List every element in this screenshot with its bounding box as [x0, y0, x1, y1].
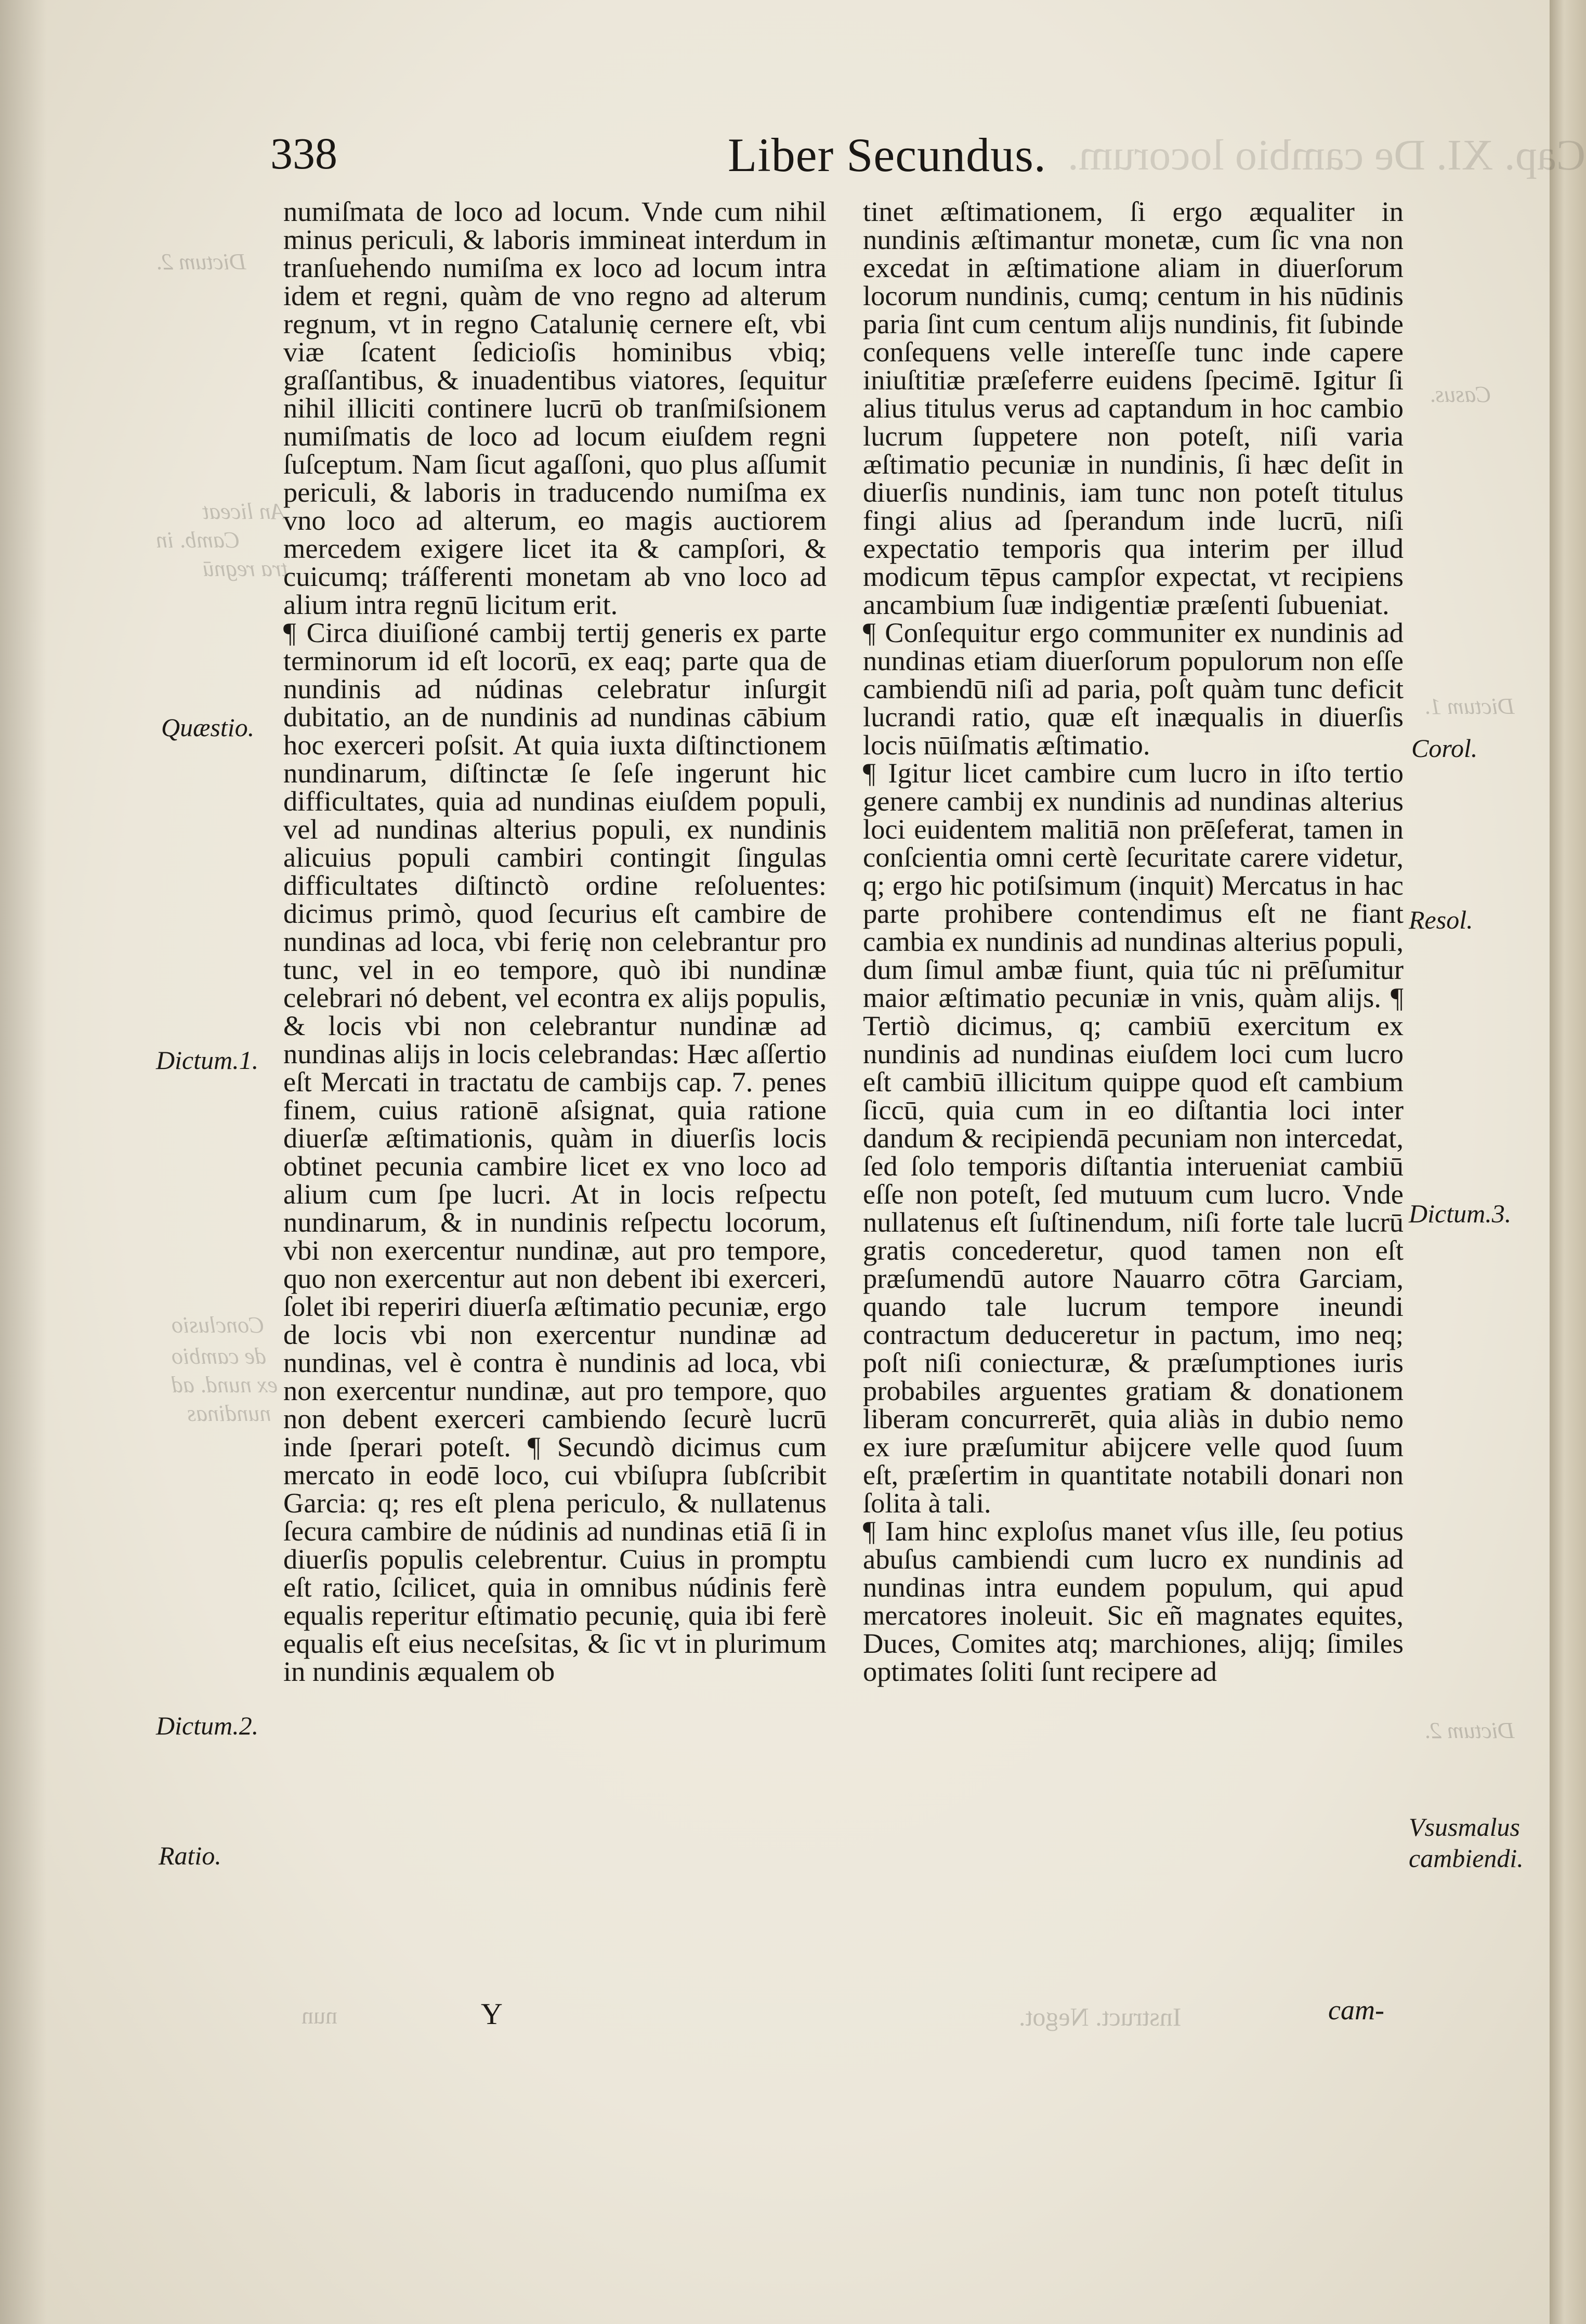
margin-note-dictum-3: Dictum.3.	[1409, 1199, 1512, 1228]
gutter-shadow	[0, 0, 47, 2324]
page-number: 338	[270, 128, 337, 178]
paragraph: numiſmata de loco ad locum. Vnde cum nihil minus periculi, & laboris immineat interdum in tranſuehendo numiſma ex loco ad locum intra idem et regni, quàm de vno regno ad alterum regnum, vt in regno Catalunię cernere eſt, vbi viæ ſcatent ſedicioſis hominibus vbiq; graſſantibus, & inuadentibus viatores, ſequitur nihil illiciti continere lucrū ob tranſmiſsionem numiſmatis de loco ad locum eiuſdem regni ſuſceptum. Nam ſicut agaſſoni, quo plus aſſumit periculi, & laboris in traducendo numiſma ex vno loco ad alterum, eo magis auctiorem mercedem exigere licet ita & campſori, & cuicumq; tráſferenti monetam ab vno loco ad alium intra regnū licitum erit.	[283, 198, 827, 620]
margin-note-corol: Corol.	[1411, 734, 1478, 763]
bleed-margin-note: Camb. in	[156, 527, 240, 553]
bleed-margin-note: Dictum 2.	[1424, 1718, 1515, 1743]
margin-note-resol: Resol.	[1409, 905, 1473, 934]
bleed-margin-note: Conclusio	[172, 1312, 265, 1338]
bleed-margin-note: tra regnū	[203, 556, 288, 581]
text-column-left	[283, 198, 827, 1991]
paragraph: ¶ Iam hinc exploſus manet vſus ille, ſeu potius abuſus cambiendi cum lucro ex nundinis ad nundinas intra eundem populum, qui apud mercatores inoleuit. Sic eñ magnates equites, Duces, Comites atq; marchiones, alijq; ſimiles optimates ſoliti ſunt recipere ad	[863, 1515, 1404, 1687]
margin-note-quaestio: Quæstio.	[161, 713, 255, 742]
bleed-margin-note: de cambio	[172, 1343, 267, 1369]
margin-note-dictum-1: Dictum.1.	[156, 1046, 259, 1075]
bleed-through-foot: Instruct. Negot.	[1019, 2002, 1182, 2031]
bleed-margin-note: nundinas	[187, 1401, 271, 1426]
bleed-margin-note: An liceat	[203, 499, 285, 524]
bleed-margin-note: Dictum 2.	[156, 249, 246, 275]
catchword: cam-	[1328, 1994, 1384, 2026]
text-column-right	[863, 198, 1404, 1991]
bleed-margin-note: Casus.	[1430, 382, 1491, 407]
bleed-through-foot: nun	[302, 2002, 337, 2029]
margin-note-dictum-2: Dictum.2.	[156, 1711, 259, 1740]
bleed-through-running-head: Cap. XI. De cambio locorum.	[1067, 131, 1585, 179]
paragraph: tinet æſtimationem, ſi ergo æqualiter in nundinis æſtimantur monetæ, cum ſic vna non excedat in æſtimatione aliam in diuerſorum locorum nundinis, cumq; centum in his nūdinis paria ſint cum centum alijs nundinis, fit ſubinde conſequens velle intereſſe tunc inde capere iniuſtitiæ præſeferre euidens ſpecimē. Igitur ſi alius titulus verus ad captandum in hoc cambio lucrum ſuppetere non poteſt, niſi varia æſtimatio pecuniæ in nundinis, ſi hæc deſit in diuerſis nundinis, iam tunc non poteſt titulus fingi alius ad ſperandum inde lucrū, niſi expectatio temporis qua interim per illud modicum tēpus campſor expectat, vt recipiens ancambium ſuæ indigentiæ præſenti ſubueniat.	[863, 198, 1404, 620]
bleed-margin-note: ex nund. ad	[172, 1372, 278, 1398]
paragraph: ¶ Conſequitur ergo communiter ex nundinis ad nundinas etiam diuerſorum populorum non eſſe cambiendū niſi ad paria, poſt quàm tunc deficit lucrandi ratio, quæ eſt inæqualis in diuerſis locis nūiſmatis æſtimatio.	[863, 617, 1404, 761]
margin-note-vsus-malus: Vsusmalus	[1409, 1812, 1520, 1842]
margin-note-ratio: Ratio.	[159, 1841, 221, 1870]
running-title: Liber Secundus.	[728, 128, 1046, 181]
paragraph: ¶ Igitur licet cambire cum lucro in iſto tertio genere cambij ex nundinis ad nundinas alterius loci euidentem malitiā non prēſeferat, tamen in conſcientia omni certè ſecuritate carere videtur, q; ergo hic potiſsimum (inquit) Mercatus in hac parte prohibere contendimus eſt ne fiant cambia ex nundinis ad nundinas alterius populi, dum ſimul ambæ fiunt, quia túc ni prēſumitur maior æſtimatio pecuniæ in vnis, quàm alijs. ¶ Tertiò dicimus, q; cambiū exercitum ex nundinis ad nundinas eiuſdem loci cum lucro eſt cambiū illicitum quippe quod eſt cambium ſiccū, quia cum in eo diſtantia loci inter dandum & recipiendā pecuniam non intercedat, ſed ſolo temporis diſtantia interueniat cambiū eſſe non poteſt, ſed mutuum cum lucro. Vnde nullatenus eſt ſuſtinendum, niſi forte tale lucrū gratis concederetur, quod tamen non eſt præſumendū autore Nauarro cōtra Garciam, quando tale lucrum tempore ineundi contractum deduceretur in pactum, imo neq; poſt niſi coniecturæ, & præſumptiones iuris probabiles arguentes gratiam & donationem liberam concurrerēt, quia aliàs in dubio nemo ex iure præſumitur abijcere velle quod ſuum eſt, præſertim in quantitate notabili donari non ſolita à tali.	[863, 757, 1404, 1519]
page-fore-edge	[1550, 0, 1586, 2324]
signature-mark: Y	[481, 1997, 503, 2031]
bleed-margin-note: Dictum 1.	[1424, 694, 1515, 719]
paragraph: ¶ Circa diuiſioné cambij tertij generis ex parte terminorum id eſt locorū, ex eaq; parte qua de nundinis ad núdinas celebratur inſurgit dubitatio, an de nundinis ad nundinas cābium hoc exerceri poſsit. At quia iuxta diſtinctionem nundinarum, diſtinctæ ſe ſeſe ingerunt hic difficultates, quia ad nundinas eiuſdem populi, vel ad nundinas alterius populi, ex nundinis alicuius populi cambiri contingit ſingulas difficultates diſtinctò ordine reſoluentes: dicimus primò, quod ſecurius eſt cambire de nundinas ad loca, vbi ferię non celebrantur pro tunc, vel in eo tempore, quò ibi nundinæ celebrari nó debent, vel econtra ex alijs populis, & locis vbi non celebrantur nundinæ ad nundinas alijs in locis celebrandas: Hæc aſſertio eſt Mercati in tractatu de cambijs cap. 7. penes finem, cuius rationē aſsignat, quia ratione diuerſæ æſtimationis, quàm in diuerſis locis obtinet pecunia cambire licet ex vno loco ad alium cum ſpe lucri. At in locis reſpectu nundinarum, & in nundinis reſpectu locorum, vbi non exercentur nundinæ, aut pro tempore, quo non exercentur aut non debent ibi exerceri, ſolet ibi reperiri diuerſa æſtimatio pecuniæ, ergo de locis vbi non exercentur nundinæ ad nundinas, vel è contra è nundinis ad loca, vbi non exercentur nundinæ, aut pro tempore, quo non debent exerceri cambiendo ſecurè lucrū inde ſperari poteſt. ¶ Secundò dicimus cum mercato in eodē loco, cui vbiſupra ſubſcribit Garcia: q; res eſt plena periculo, & nullatenus ſecura cambire de núdinis ad nundinas etiā ſi in diuerſis populis celebrentur. Cuius in promptu eſt ratio, ſcilicet, quia in omnibus núdinis ferè equalis reperitur eſtimatio pecunię, quia ibi ferè equalis eſt eius neceſsitas, & ſic vt in plurimum in nundinis æqualem ob	[283, 617, 827, 1687]
margin-note-cambiendi: cambiendi.	[1409, 1844, 1524, 1873]
